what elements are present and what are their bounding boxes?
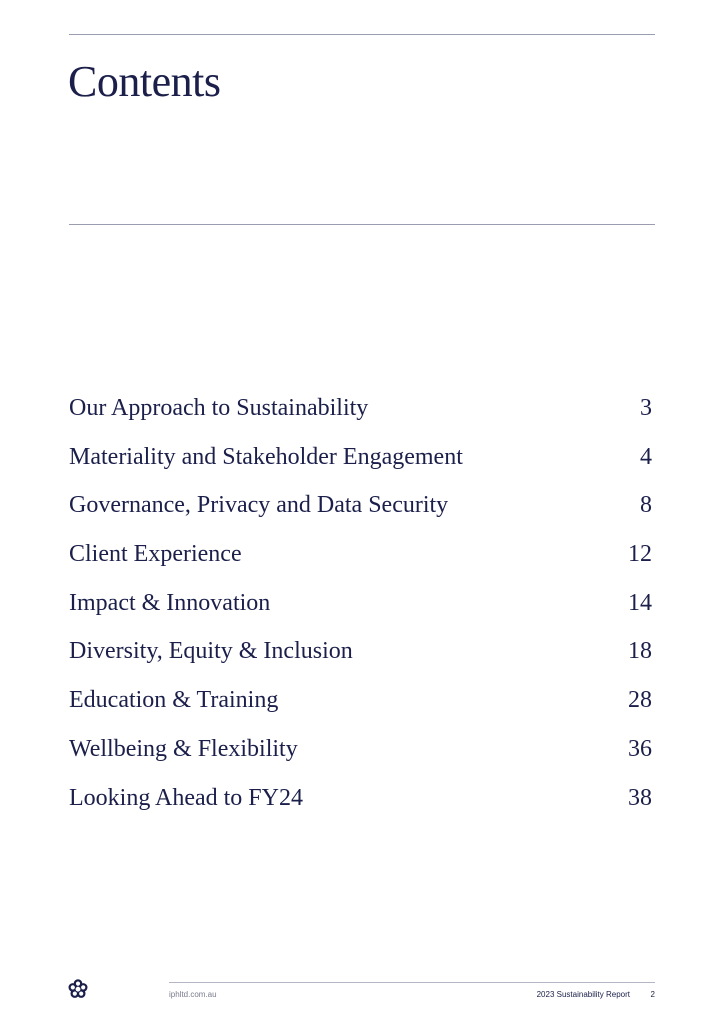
table-of-contents — [69, 384, 652, 822]
top-divider — [69, 34, 655, 35]
toc-item-label: Our Approach to Sustainability — [69, 395, 369, 421]
toc-item-sustainability-approach[interactable] — [69, 384, 652, 433]
footer-page-number: 2 — [650, 990, 655, 999]
toc-item-governance[interactable] — [69, 481, 652, 530]
toc-item-label: Impact & Innovation — [69, 589, 271, 616]
toc-item-label: Wellbeing & Flexibility — [69, 735, 298, 762]
toc-item-client-experience[interactable] — [69, 530, 652, 579]
footer-website-link[interactable]: iphltd.com.au — [169, 990, 217, 999]
toc-item-label: Materiality and Stakeholder Engagement — [69, 443, 463, 470]
flower-logo-icon — [68, 979, 88, 999]
toc-item-materiality[interactable] — [69, 433, 652, 482]
toc-item-page: 14 — [628, 589, 652, 616]
toc-item-page: 3 — [640, 395, 652, 421]
toc-item-diversity[interactable] — [69, 627, 652, 676]
toc-item-page: 38 — [628, 784, 652, 811]
section-divider — [69, 224, 655, 225]
footer-divider — [169, 982, 655, 983]
toc-item-impact-innovation[interactable] — [69, 579, 652, 628]
footer-report-name: 2023 Sustainability Report — [536, 990, 630, 999]
toc-item-label: Governance, Privacy and Data Security — [69, 492, 449, 519]
toc-item-label: Education & Training — [69, 687, 279, 714]
toc-item-looking-ahead[interactable] — [69, 774, 652, 823]
toc-item-education[interactable] — [69, 676, 652, 725]
toc-item-label: Client Experience — [69, 541, 242, 568]
toc-item-page: 28 — [628, 687, 652, 714]
toc-item-label: Diversity, Equity & Inclusion — [69, 638, 353, 665]
toc-item-page: 12 — [628, 541, 652, 568]
toc-item-page: 18 — [628, 638, 652, 665]
toc-item-page: 36 — [628, 735, 652, 762]
toc-item-page: 8 — [640, 492, 652, 519]
toc-item-page: 4 — [640, 443, 652, 470]
page-title: Contents — [68, 57, 221, 106]
toc-item-label: Looking Ahead to FY24 — [69, 784, 303, 811]
toc-item-wellbeing[interactable] — [69, 725, 652, 774]
